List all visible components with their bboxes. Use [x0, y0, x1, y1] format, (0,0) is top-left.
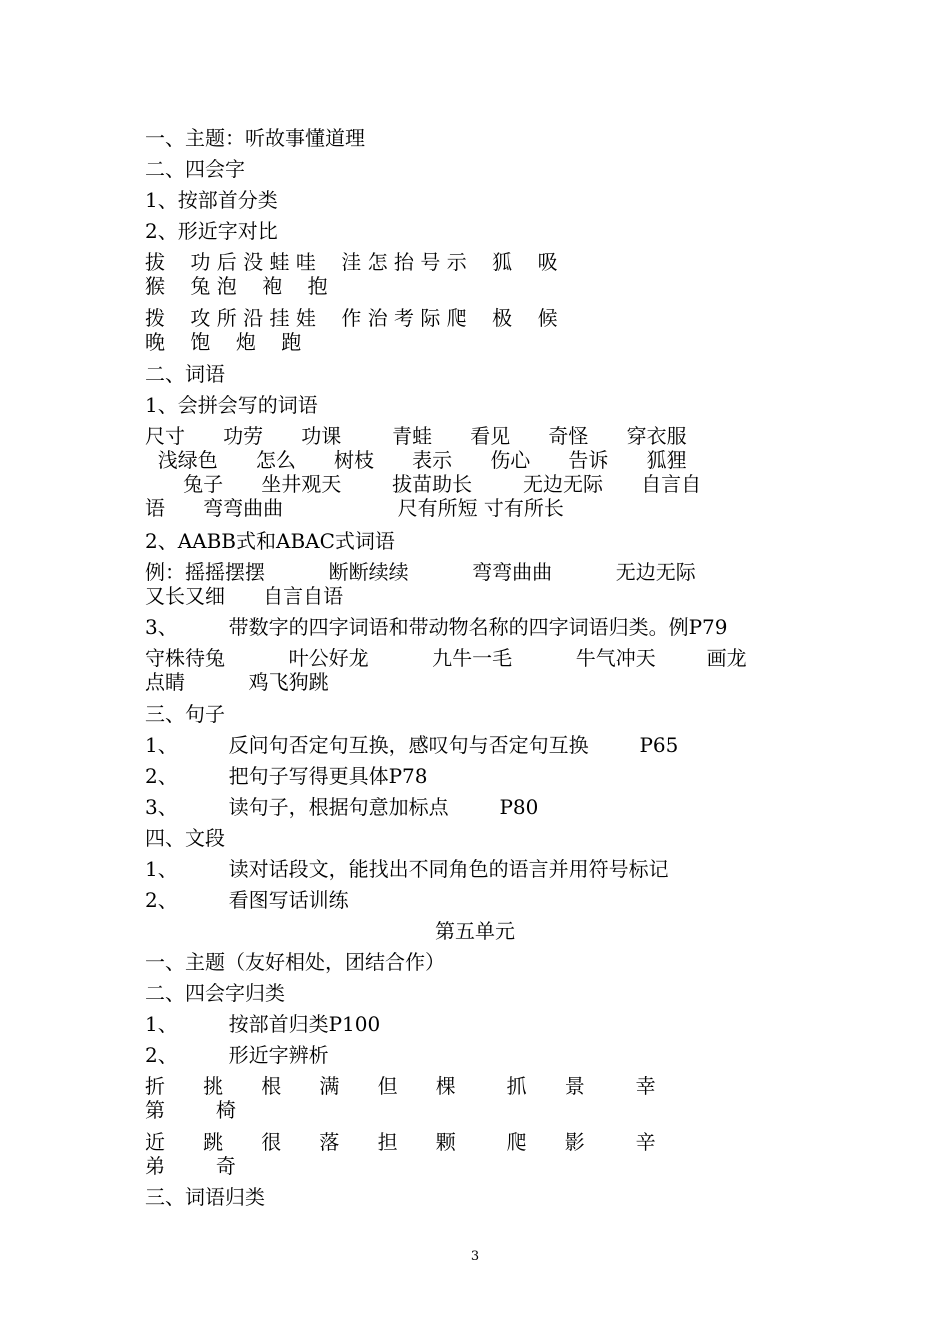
unit5-char-row-1b: 第 椅 — [145, 1098, 236, 1122]
unit5-radical-item: 1、 按部首归类P100 — [145, 1012, 381, 1036]
unit5-similar-item: 2、 形近字辨析 — [145, 1043, 329, 1067]
heading-passage: 四、文段 — [145, 826, 225, 850]
heading-words: 二、词语 — [145, 362, 225, 386]
heading-sentences: 三、句子 — [145, 702, 225, 726]
example-line-2: 又长又细 自言自语 — [145, 584, 344, 608]
sentence-item-1: 1、 反问句否定句互换，感叹句与否定句互换 P65 — [145, 733, 679, 757]
passage-item-2: 2、 看图写话训练 — [145, 888, 349, 912]
unit5-char-row-1a: 折 挑 根 满 但 棵 抓 景 幸 — [145, 1074, 656, 1098]
page-number: 3 — [470, 1249, 480, 1264]
passage-item-1: 1、 读对话段文，能找出不同角色的语言并用符号标记 — [145, 857, 669, 881]
idiom-line-1: 守株待兔 叶公好龙 九牛一毛 牛气冲天 画龙 — [145, 646, 747, 670]
unit-title: 第五单元 — [435, 919, 515, 943]
item-spell-write-words: 1、会拼会写的词语 — [145, 393, 318, 417]
heading-four-skill-chars: 二、四会字 — [145, 157, 245, 181]
unit5-words-heading: 三、词语归类 — [145, 1185, 265, 1209]
char-row-1a: 拔 功 后 没 蛙 哇 洼 怎 抬 号 示 狐 吸 — [145, 250, 558, 274]
char-row-2b: 晚 饱 炮 跑 — [145, 330, 302, 354]
word-list-line-1: 尺寸 功劳 功课 青蛙 看见 奇怪 穿衣服 — [145, 424, 687, 448]
sentence-item-2: 2、 把句子写得更具体P78 — [145, 764, 428, 788]
heading-theme: 一、主题：听故事懂道理 — [145, 126, 365, 150]
unit5-char-row-2a: 近 跳 很 落 担 颗 爬 影 辛 — [145, 1130, 656, 1154]
sentence-item-3: 3、 读句子，根据句意加标点 P80 — [145, 795, 539, 819]
example-line-1: 例：摇摇摆摆 断断续续 弯弯曲曲 无边无际 — [145, 560, 696, 584]
idiom-line-2: 点睛 鸡飞狗跳 — [145, 670, 329, 694]
char-row-1b: 猴 兔 泡 袍 抱 — [145, 274, 328, 298]
word-list-line-2: 浅绿色 怎么 树枝 表示 伤心 告诉 狐狸 — [145, 448, 687, 472]
unit5-chars-heading: 二、四会字归类 — [145, 981, 285, 1005]
word-list-line-4: 语 弯弯曲曲 尺有所短 寸有所长 — [145, 496, 564, 520]
item-similar-chars: 2、形近字对比 — [145, 219, 278, 243]
item-radical-sort: 1、按部首分类 — [145, 188, 278, 212]
unit5-char-row-2b: 弟 奇 — [145, 1154, 236, 1178]
unit5-theme: 一、主题（友好相处，团结合作） — [145, 950, 445, 974]
char-row-2a: 拨 攻 所 沿 挂 娃 作 治 考 际 爬 极 候 — [145, 306, 558, 330]
word-list-line-3: 兔子 坐井观天 拔苗助长 无边无际 自言自 — [145, 472, 702, 496]
item-four-char-idioms: 3、 带数字的四字词语和带动物名称的四字词语归类。例P79 — [145, 615, 728, 639]
item-aabb-abac: 2、AABB式和ABAC式词语 — [145, 529, 395, 553]
